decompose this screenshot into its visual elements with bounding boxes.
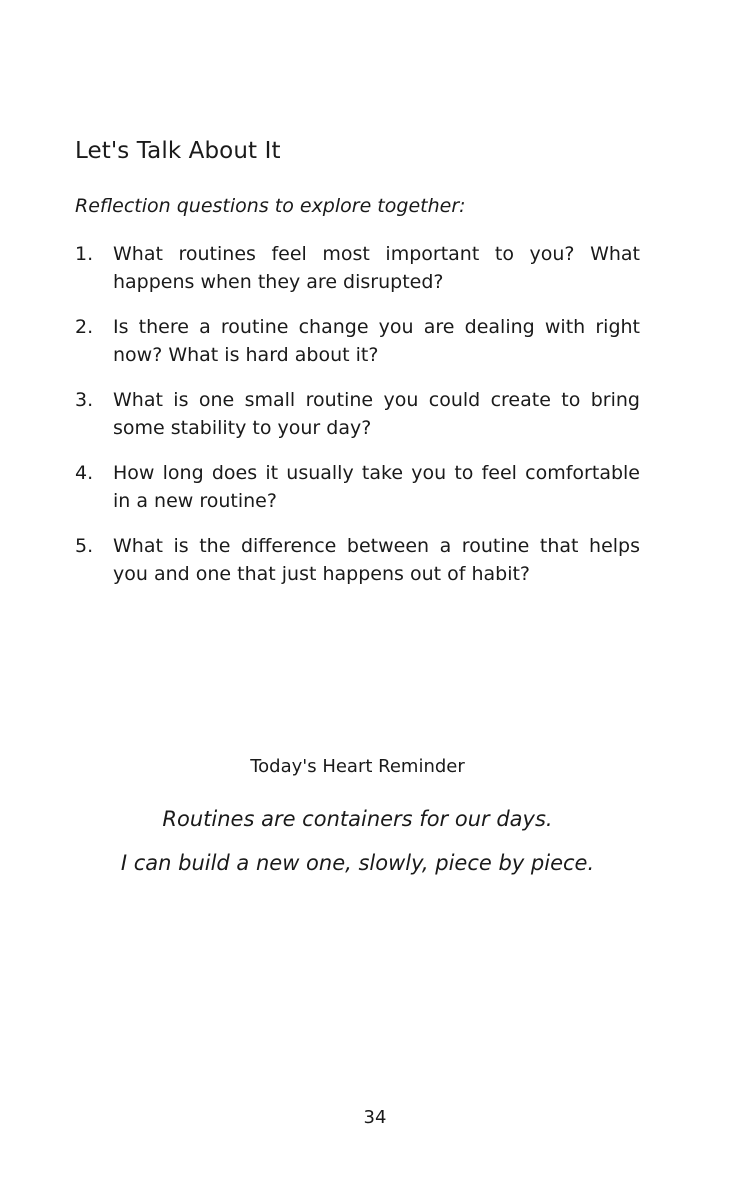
list-item-number: 2. bbox=[75, 316, 94, 339]
list-item-text: What is the difference between a routine that helps you and one that just happens out of habit? bbox=[113, 534, 640, 585]
list-item-text: What is one small routine you could create to bring some stability to your day? bbox=[113, 388, 640, 439]
heart-reminder-line-2: I can build a new one, slowly, piece by piece. bbox=[120, 850, 595, 875]
list-item-text: Is there a routine change you are dealing with right now? What is hard about it? bbox=[113, 316, 640, 366]
list-item bbox=[75, 533, 640, 589]
heart-reminder-heading: Today's Heart Reminder bbox=[250, 756, 465, 777]
list-item-number: 4. bbox=[75, 461, 94, 484]
reflection-questions-list bbox=[75, 241, 640, 588]
intro-text: Reflection questions to explore together: bbox=[75, 194, 466, 217]
list-item-number: 5. bbox=[75, 534, 94, 557]
list-item-number: 1. bbox=[75, 243, 94, 266]
list-item bbox=[75, 387, 640, 443]
list-item bbox=[75, 241, 640, 297]
page-number: 34 bbox=[363, 1107, 387, 1128]
page-content bbox=[75, 138, 640, 588]
list-item-text: How long does it usually take you to feel comfortable in a new routine? bbox=[113, 461, 640, 512]
heart-reminder-block bbox=[75, 755, 640, 879]
list-item bbox=[75, 460, 640, 516]
list-item bbox=[75, 314, 640, 370]
page-title: Let's Talk About It bbox=[75, 138, 281, 164]
list-item-text: What routines feel most important to you? What happens when they are disrupted? bbox=[113, 243, 640, 294]
heart-reminder-line-1: Routines are containers for our days. bbox=[162, 807, 553, 832]
list-item-number: 3. bbox=[75, 388, 94, 411]
